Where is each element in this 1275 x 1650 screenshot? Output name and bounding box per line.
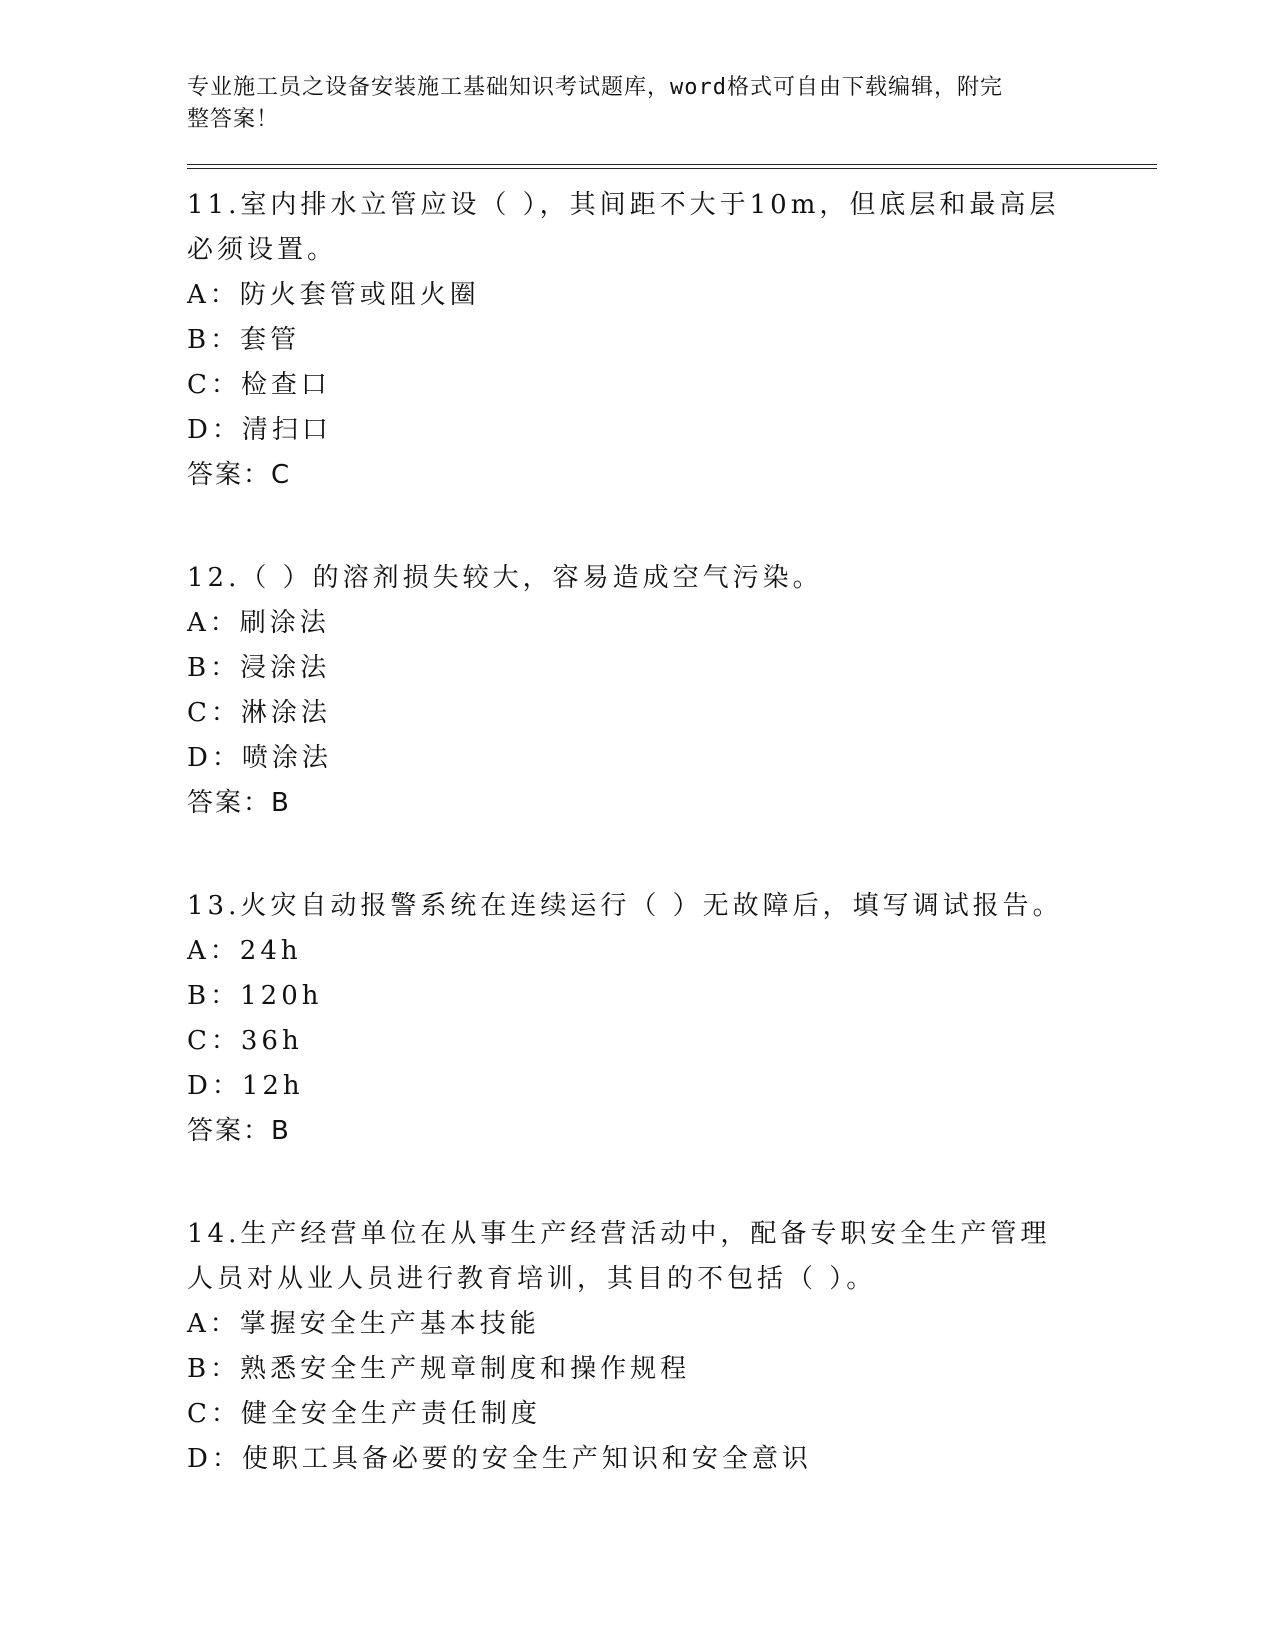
- answer-line: 答案：B: [187, 1116, 291, 1146]
- option-c: C：36h: [187, 1026, 303, 1056]
- answer-line: 答案：B: [187, 788, 291, 818]
- question-stem: 11.室内排水立管应设（ ），其间距不大于10m，但底层和最高层必须设置。: [187, 190, 1060, 265]
- option-c: C：淋涂法: [187, 698, 331, 728]
- option-a: A：刷涂法: [187, 608, 330, 638]
- question-13: [187, 884, 1157, 1154]
- answer-line: 答案：C: [187, 460, 292, 490]
- option-b: B：浸涂法: [187, 653, 331, 683]
- question-stem: 14.生产经营单位在从事生产经营活动中，配备专职安全生产管理人员对从业人员进行教育培训，其目的不包括（ ）。: [187, 1219, 1051, 1294]
- option-b: B：熟悉安全生产规章制度和操作规程: [187, 1354, 691, 1384]
- header-divider: [187, 164, 1157, 169]
- document-header: [187, 72, 1067, 136]
- option-d: D：使职工具备必要的安全生产知识和安全意识: [187, 1444, 812, 1474]
- option-a: A：防火套管或阻火圈: [187, 280, 480, 310]
- document-page: [187, 72, 1157, 1482]
- option-a: A：24h: [187, 936, 302, 966]
- header-line-2: 整答案！: [187, 107, 280, 132]
- question-11: [187, 183, 1157, 498]
- option-b: B：套管: [187, 325, 301, 355]
- option-d: D：清扫口: [187, 415, 332, 445]
- option-c: C：健全安全生产责任制度: [187, 1399, 541, 1429]
- question-stem: 13.火灾自动报警系统在连续运行（ ）无故障后，填写调试报告。: [187, 891, 1063, 921]
- option-a: A：掌握安全生产基本技能: [187, 1309, 540, 1339]
- question-12: [187, 556, 1157, 826]
- question-stem: 12.（ ）的溶剂损失较大，容易造成空气污染。: [187, 563, 823, 593]
- question-14: [187, 1212, 1157, 1482]
- header-line-1: 专业施工员之设备安装施工基础知识考试题库，word格式可自由下载编辑，附完: [187, 75, 1003, 100]
- option-c: C：检查口: [187, 370, 331, 400]
- option-d: D：12h: [187, 1071, 304, 1101]
- option-d: D：喷涂法: [187, 743, 332, 773]
- option-b: B：120h: [187, 981, 323, 1011]
